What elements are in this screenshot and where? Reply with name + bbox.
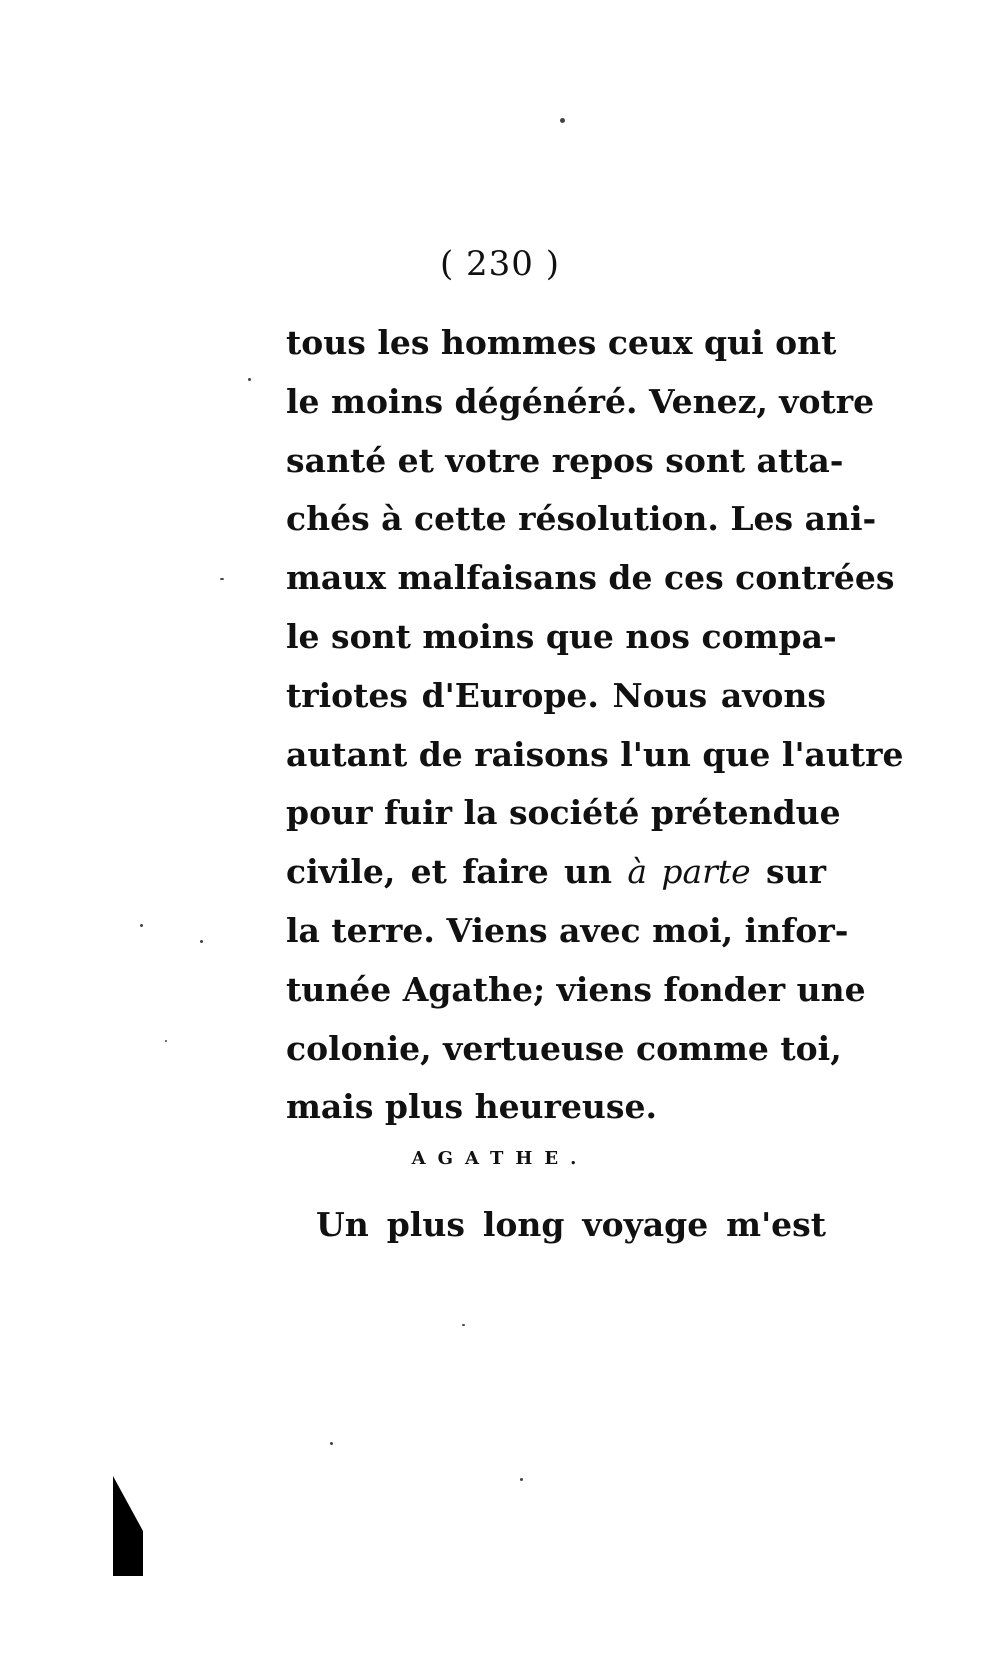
scan-speck bbox=[165, 1040, 167, 1042]
text-line: chés à cette résolution. Les ani- bbox=[286, 499, 877, 539]
body-text bbox=[286, 314, 904, 1137]
text-line: santé et votre repos sont atta- bbox=[286, 440, 844, 480]
speaker-heading: AGATHE. bbox=[411, 1148, 589, 1169]
scan-speck bbox=[520, 1478, 523, 1481]
scan-speck bbox=[462, 1324, 465, 1326]
text-line: pour fuir la société prétendue bbox=[286, 793, 841, 833]
page-number: ( 230 ) bbox=[439, 244, 561, 284]
text-line: Un plus long voyage m'est bbox=[316, 1205, 826, 1244]
italic-phrase: à parte bbox=[627, 852, 751, 892]
text-segment: civile, et faire un bbox=[286, 852, 613, 892]
text-line: tous les hommes ceux qui ont bbox=[286, 323, 837, 362]
text-line: tunée Agathe; viens fonder une bbox=[286, 969, 866, 1009]
scan-speck bbox=[248, 378, 251, 381]
scan-speck bbox=[330, 1442, 333, 1445]
text-line: maux malfaisans de ces contrées bbox=[286, 558, 895, 598]
scan-speck bbox=[560, 118, 565, 123]
scan-speck bbox=[220, 578, 224, 580]
text-line: le moins dégénéré. Venez, votre bbox=[286, 381, 875, 421]
scan-speck bbox=[140, 924, 143, 927]
text-line-with-italic bbox=[286, 843, 826, 902]
text-line: colonie, vertueuse comme toi, bbox=[286, 1028, 842, 1068]
text-line: autant de raisons l'un que l'autre bbox=[286, 734, 904, 774]
text-line: mais plus heureuse. bbox=[286, 1087, 657, 1127]
text-line: triotes d'Europe. Nous avons bbox=[286, 675, 826, 715]
scan-speck bbox=[200, 940, 203, 943]
scan-artifact bbox=[113, 1476, 143, 1531]
text-line: la terre. Viens avec moi, infor- bbox=[286, 910, 849, 950]
text-line: le sont moins que nos compa- bbox=[286, 616, 837, 656]
text-segment: sur bbox=[766, 852, 826, 892]
